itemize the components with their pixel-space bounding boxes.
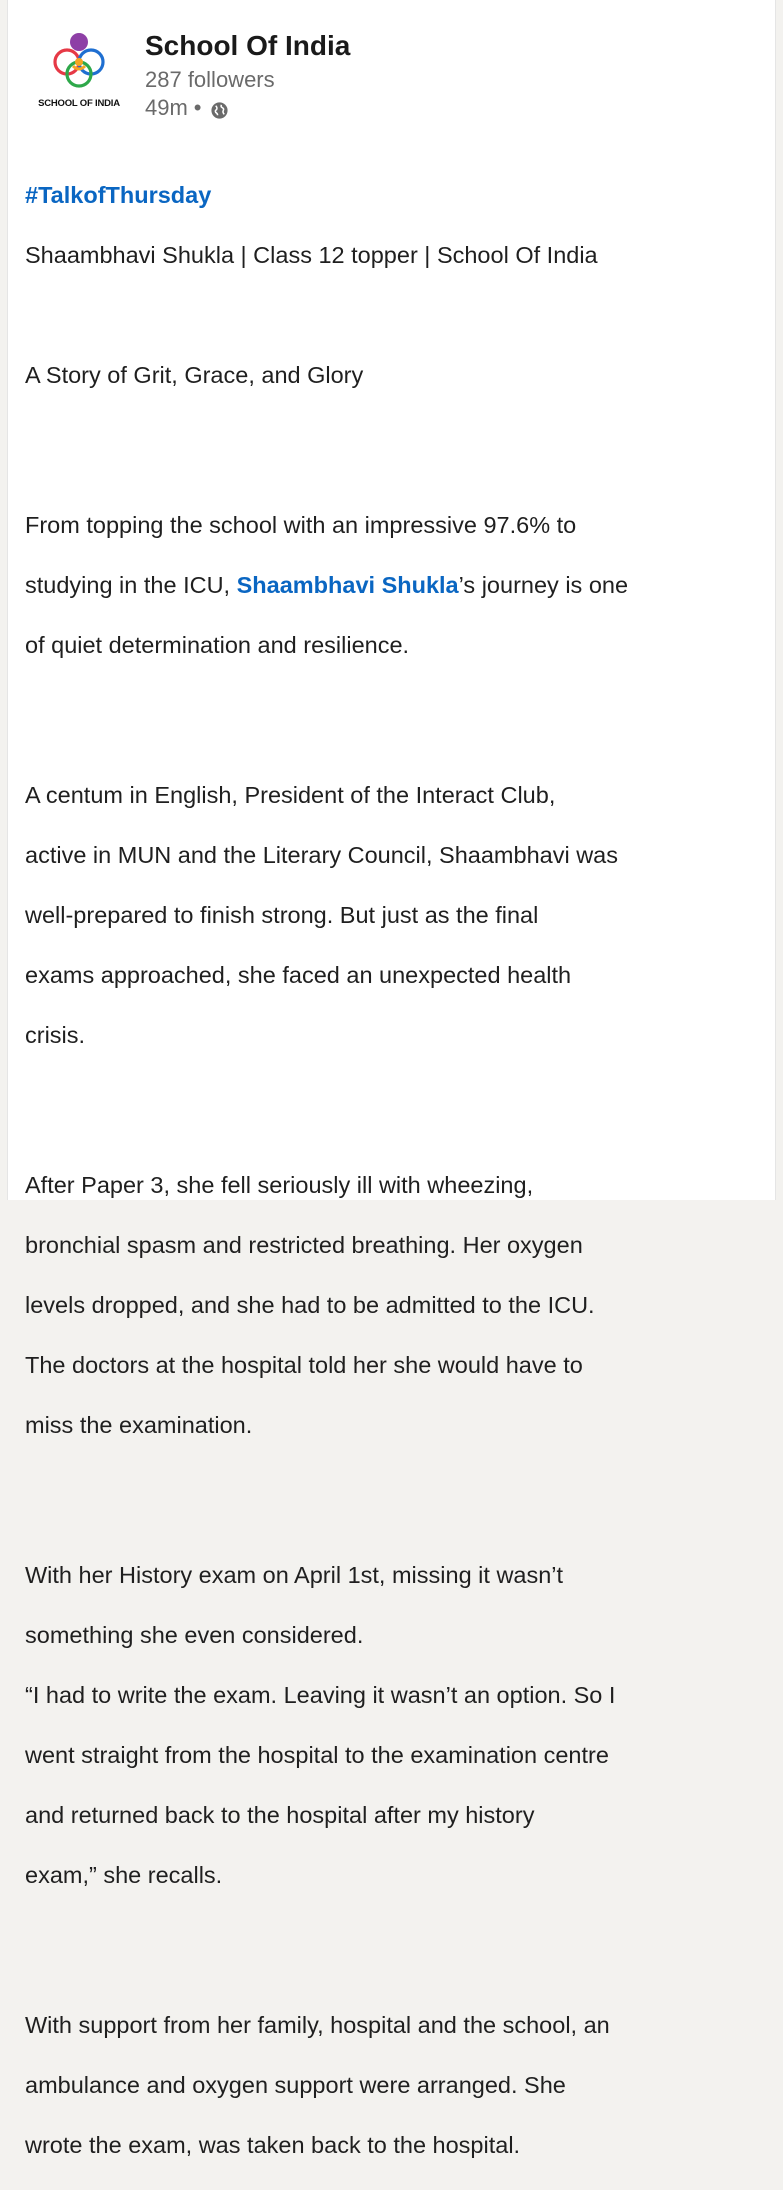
text-fragment: studying in the ICU, (25, 572, 237, 598)
author-name[interactable]: School Of India (145, 30, 351, 61)
paragraph-line: With her History exam on April 1st, missing it wasn’t (25, 1562, 564, 1588)
post-body (25, 150, 770, 2190)
globe-icon (210, 99, 229, 118)
text-fragment: ’s journey is one (458, 572, 629, 598)
hashtag-link[interactable]: #TalkofThursday (25, 182, 212, 208)
post-card (7, 0, 776, 2158)
interlocking-circles-logo-icon (47, 30, 111, 94)
post-headline: A Story of Grit, Grace, and Glory (25, 362, 364, 388)
paragraph-line: miss the examination. (25, 1412, 253, 1438)
paragraph-line: and returned back to the hospital after my history (25, 1802, 535, 1828)
paragraph-line: exams approached, she faced an unexpected health (25, 962, 572, 988)
paragraph-line: levels dropped, and she had to be admitted to the ICU. (25, 1292, 595, 1318)
meta-separator: • (193, 95, 202, 120)
post-byline: Shaambhavi Shukla | Class 12 topper | School Of India (25, 242, 598, 268)
paragraph-line: “I had to write the exam. Leaving it wasn’t an option. So I (25, 1682, 616, 1708)
paragraph-line: crisis. (25, 1022, 86, 1048)
follower-count: 287 followers (145, 67, 275, 92)
paragraph-line: ambulance and oxygen support were arranged. She (25, 2072, 566, 2098)
mention-link[interactable]: Shaambhavi Shukla (236, 572, 459, 598)
paragraph-line: After Paper 3, she fell seriously ill with wheezing, (25, 1172, 534, 1198)
logo-text: SCHOOL OF INDIA (38, 98, 120, 109)
company-logo[interactable] (27, 30, 131, 112)
post-time: 49m (145, 95, 188, 120)
paragraph-line: The doctors at the hospital told her she would have to (25, 1352, 583, 1378)
paragraph-line: well-prepared to finish strong. But just as the final (25, 902, 539, 928)
post-header (8, 0, 775, 140)
paragraph-line: With support from her family, hospital and the school, an (25, 2012, 610, 2038)
paragraph-line: went straight from the hospital to the examination centre (25, 1742, 609, 1768)
paragraph-line: wrote the exam, was taken back to the hospital. (25, 2132, 521, 2158)
paragraph-line: bronchial spasm and restricted breathing. Her oxygen (25, 1232, 583, 1258)
paragraph-line: A centum in English, President of the Interact Club, (25, 782, 556, 808)
paragraph-line: active in MUN and the Literary Council, Shaambhavi was (25, 842, 618, 868)
paragraph-line: of quiet determination and resilience. (25, 632, 410, 658)
paragraph-line: something she even considered. (25, 1622, 364, 1648)
paragraph-line (25, 570, 770, 600)
paragraph-line: exam,” she recalls. (25, 1862, 223, 1888)
post-meta (145, 94, 229, 122)
paragraph-line: From topping the school with an impressive 97.6% to (25, 512, 577, 538)
